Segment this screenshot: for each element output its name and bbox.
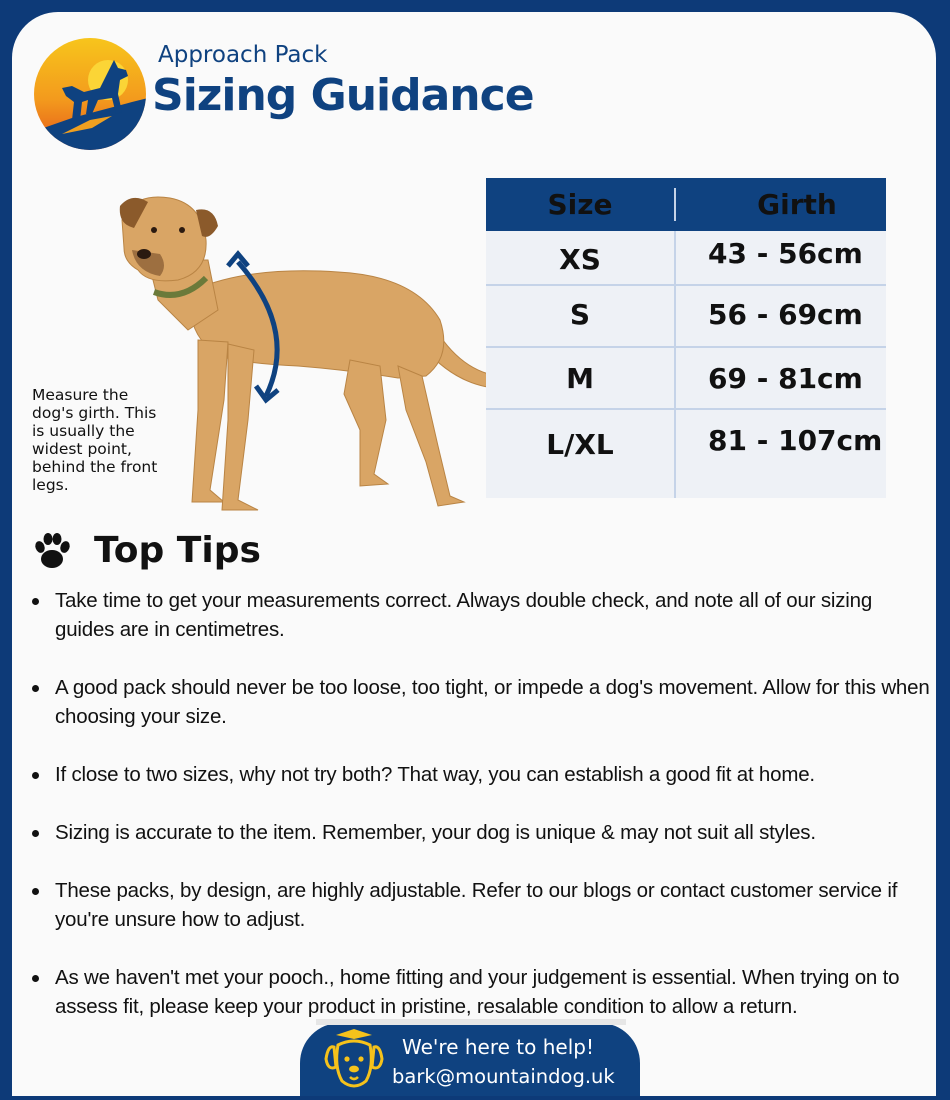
header-size: Size: [486, 188, 676, 221]
paw-icon: [32, 531, 72, 571]
table-row: [486, 348, 886, 410]
product-subtitle: Approach Pack: [158, 42, 328, 68]
table-row: [486, 231, 886, 286]
list-item: [32, 818, 936, 847]
tip-text: As we haven't met your pooch., home fitting and your judgement is essential. When trying on to assess fit, please keep your product in pristine, resalable condition to allow a return.: [55, 966, 900, 1018]
tip-text: Take time to get your measurements correct. Always double check, and note all of our sizing guides are in centimetres.: [55, 589, 873, 641]
tips-heading: [32, 530, 261, 571]
list-item: [32, 760, 936, 789]
tips-list: [32, 586, 936, 1021]
brand-logo-icon: [32, 36, 148, 152]
list-item: [32, 586, 936, 644]
dog-face-mascot-icon: [322, 1027, 386, 1093]
table-header-row: [486, 178, 886, 231]
girth-cell: 69 - 81cm: [708, 362, 863, 395]
list-item: [32, 963, 936, 1021]
size-cell: S: [486, 286, 676, 346]
contact-email-link[interactable]: bark@mountaindog.uk: [392, 1065, 615, 1088]
list-item: [32, 876, 936, 934]
sizing-guide-card: [12, 12, 936, 1096]
tips-heading-label: Top Tips: [94, 530, 261, 571]
table-row: [486, 410, 886, 498]
measure-instruction: Measure the dog's girth. This is usually the widest point, behind the front legs.: [32, 386, 158, 494]
size-chart-table: [486, 178, 886, 498]
girth-cell: 43 - 56cm: [708, 237, 863, 270]
dog-girth-illustration: [98, 180, 528, 530]
page-title: Sizing Guidance: [152, 70, 534, 121]
list-item: [32, 673, 936, 731]
help-contact-banner: [300, 1023, 640, 1096]
tip-text: These packs, by design, are highly adjustable. Refer to our blogs or contact customer service if you're unsure how to adjust.: [55, 879, 898, 931]
header-girth: Girth: [757, 188, 837, 221]
tip-text: If close to two sizes, why not try both? That way, you can establish a good fit at home.: [55, 763, 815, 786]
tip-text: A good pack should never be too loose, too tight, or impede a dog's movement. Allow for this when choosing your size.: [55, 676, 930, 728]
size-cell: XS: [486, 231, 676, 284]
table-row: [486, 286, 886, 348]
girth-cell: 56 - 69cm: [708, 298, 863, 331]
size-cell: M: [486, 348, 676, 408]
tip-text: Sizing is accurate to the item. Remember, your dog is unique & may not suit all styles.: [55, 821, 816, 844]
help-message: We're here to help!: [402, 1035, 594, 1059]
girth-cell: 81 - 107cm: [708, 424, 883, 457]
size-cell: L/XL: [486, 410, 676, 498]
